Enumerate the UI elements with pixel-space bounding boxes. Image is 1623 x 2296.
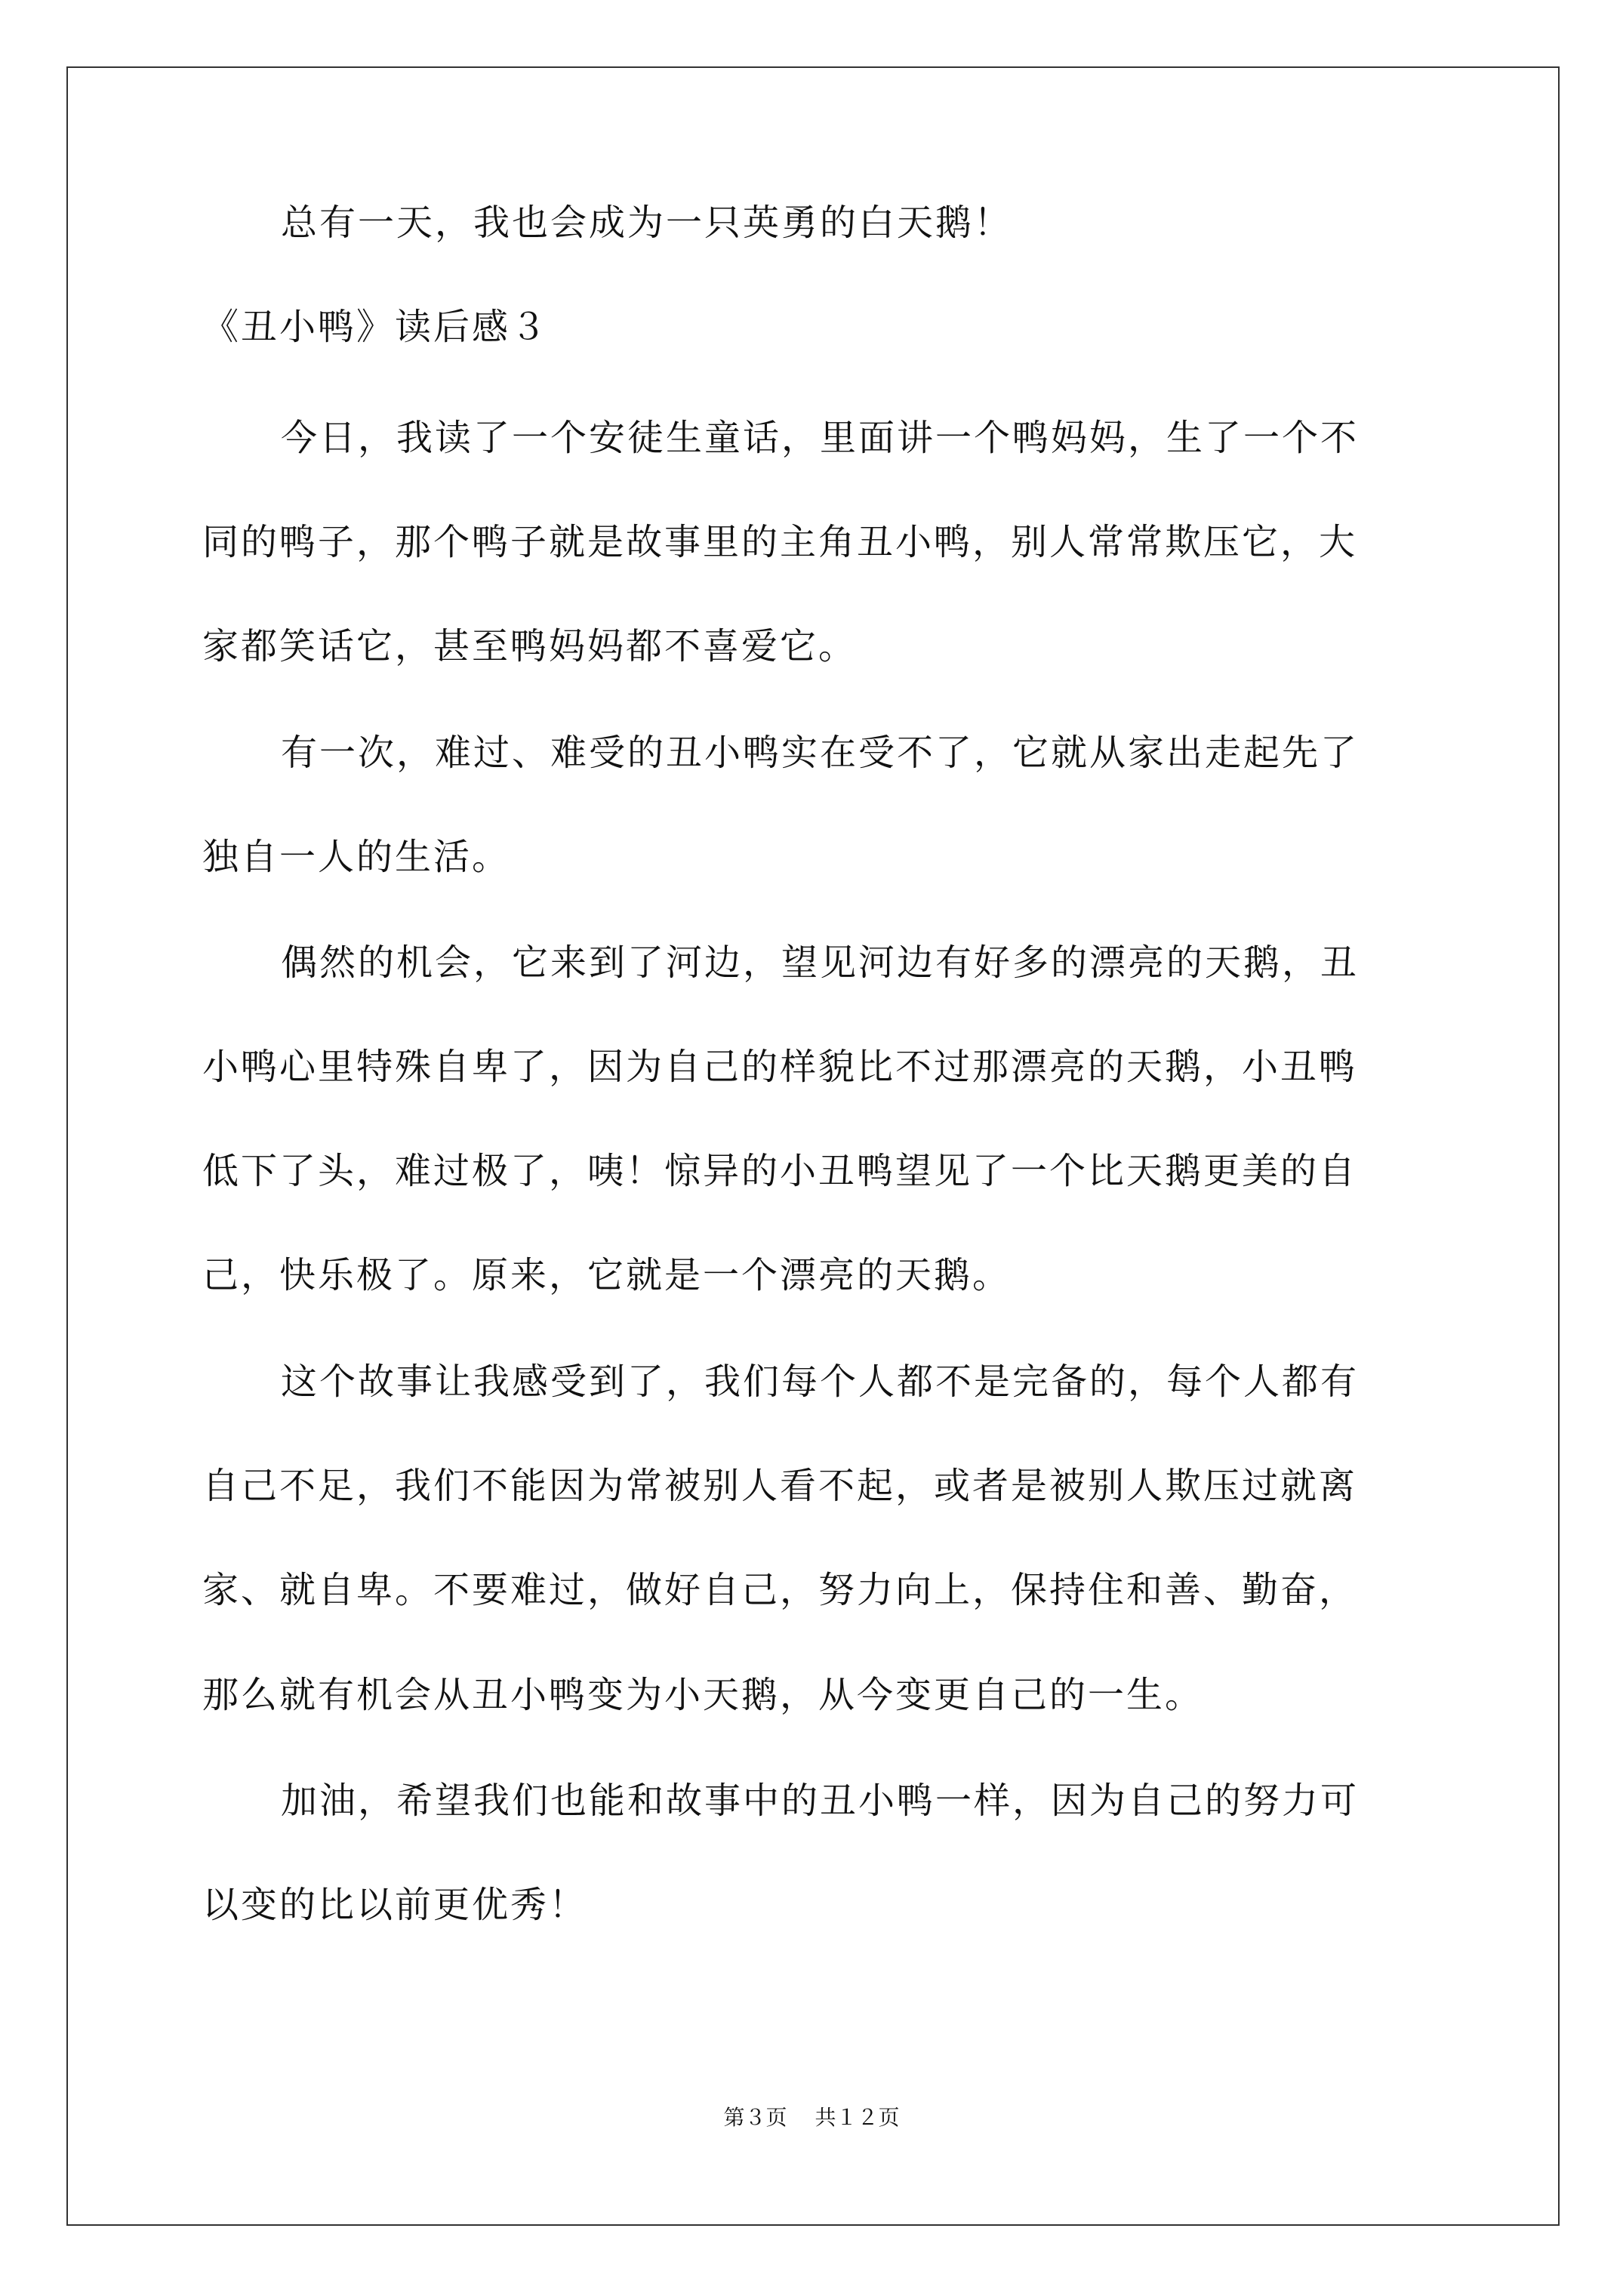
paragraph-line: 低下了头，难过极了，咦！惊异的小丑鸭望见了一个比天鹅更美的自: [202, 1150, 1358, 1192]
page-number: 第３页: [723, 2105, 787, 2130]
paragraph-line: 小鸭心里特殊自卑了，因为自己的样貌比不过那漂亮的天鹅，小丑鸭: [202, 1046, 1358, 1088]
page-footer: [0, 2103, 1623, 2133]
paragraph-line: 加油，希望我们也能和故事中的丑小鸭一样，因为自己的努力可: [281, 1780, 1360, 1822]
section-heading: 《丑小鸭》读后感３: [202, 306, 550, 348]
paragraph-line: 家、就自卑。不要难过，做好自己，努力向上，保持住和善、勤奋，: [202, 1569, 1358, 1611]
paragraph-line: 那么就有机会从丑小鸭变为小天鹅，从今变更自己的一生。: [202, 1674, 1204, 1716]
paragraph-line: 独自一人的生活。: [202, 836, 511, 878]
paragraph-line: 总有一天，我也会成为一只英勇的白天鹅！: [281, 202, 1013, 244]
paragraph-line: 以变的比以前更优秀！: [202, 1884, 588, 1926]
paragraph-line: 这个故事让我感受到了，我们每个人都不是完备的，每个人都有: [281, 1361, 1360, 1403]
paragraph-line: 自己不足，我们不能因为常被别人看不起，或者是被别人欺压过就离: [202, 1465, 1358, 1507]
paragraph-line: 家都笑话它，甚至鸭妈妈都不喜爱它。: [202, 625, 858, 667]
paragraph-line: 偶然的机会，它来到了河边，望见河边有好多的漂亮的天鹅，丑: [281, 942, 1360, 984]
paragraph-line: 有一次，难过、难受的丑小鸭实在受不了，它就从家出走起先了: [281, 732, 1360, 774]
total-pages: 共１２页: [815, 2105, 900, 2130]
paragraph-line: 己，快乐极了。原来，它就是一个漂亮的天鹅。: [202, 1254, 1012, 1296]
paragraph-line: 同的鸭子，那个鸭子就是故事里的主角丑小鸭，别人常常欺压它，大: [202, 521, 1358, 563]
paragraph-line: 今日，我读了一个安徒生童话，里面讲一个鸭妈妈，生了一个不: [281, 417, 1360, 459]
